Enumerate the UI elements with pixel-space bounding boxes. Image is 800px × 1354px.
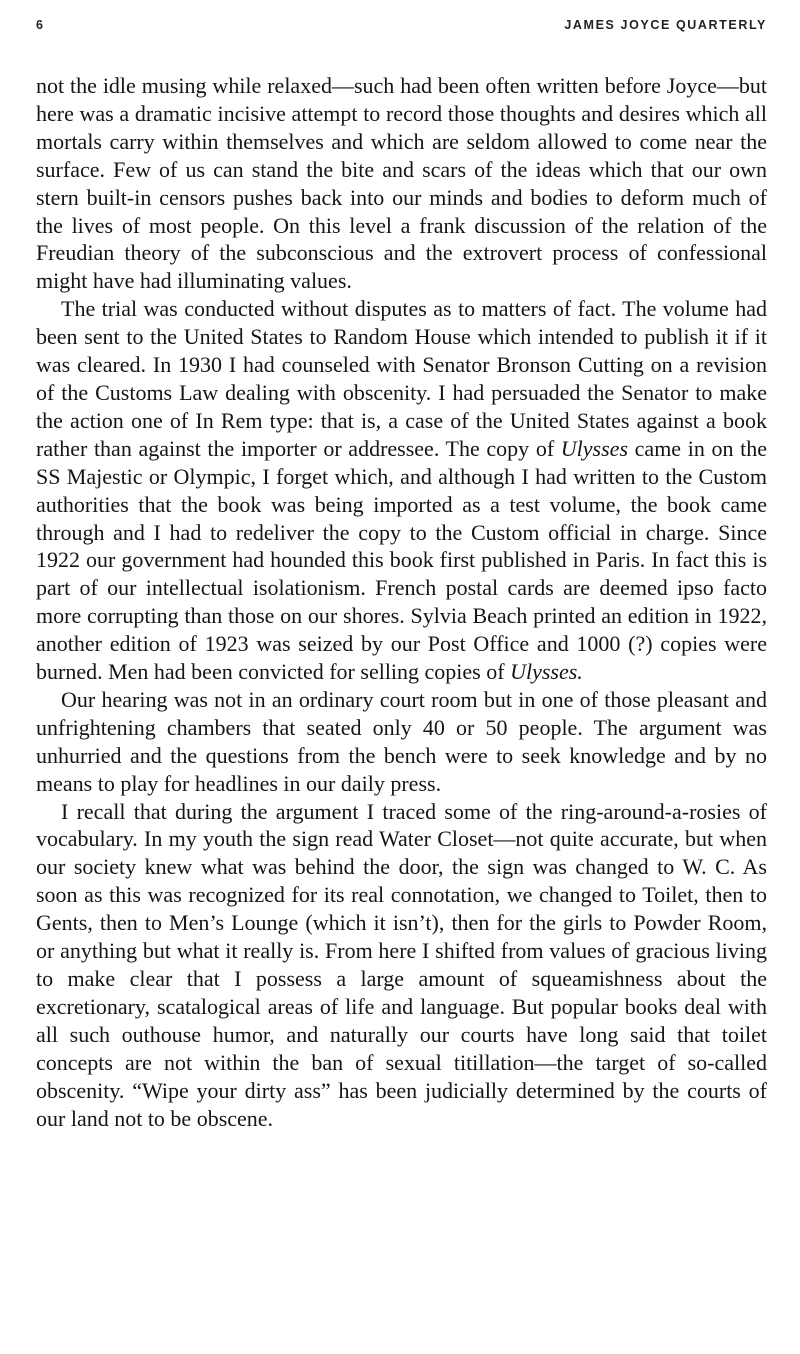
article-body — [36, 72, 767, 1132]
paragraph-1-text: not the idle musing while relaxed—such had been often written before Joyce—but here was a dramatic incisive attempt to record those thoughts and desires which all mortals carry within themselves and which are seldom allowed to come near the surface. Few of us can stand the bite and scars of the ideas which that our own stern built-in censors pushes back into our minds and bodies to deform much of the lives of most people. On this level a frank discussion of the relation of the Freudian theory of the subconscious and the extrovert process of confessional might have had illuminating values. — [36, 73, 767, 294]
paragraph-4-text: I recall that during the argument I traced some of the ring-around-a-rosies of vocabulary. In my youth the sign read Water Closet—not quite accurate, but when our society knew what was behind the door, the sign was changed to W. C. As soon as this was recognized for its real connotation, we changed to Toilet, then to Gents, then to Men’s Lounge (which it isn’t), then for the girls to Powder Room, or anything but what it really is. From here I shifted from values of gracious living to make clear that I possess a large amount of squeamishness about the excretionary, scatalogical areas of life and language. But popular books deal with all such outhouse humor, and naturally our courts have long said that toilet concepts are not within the ban of sexual titillation—the target of so-called obscenity. “Wipe your dirty ass” has been judicially determined by the courts of our land not to be obscene. — [36, 798, 767, 1131]
running-head — [36, 18, 767, 48]
paragraph-2 — [36, 295, 767, 686]
paragraph-3 — [36, 686, 767, 798]
page-number: 6 — [36, 18, 43, 32]
paragraph-1 — [36, 72, 767, 295]
ulysses-title-italic: Ulysses — [560, 435, 629, 461]
paragraph-3-text: Our hearing was not in an ordinary court room but in one of those pleasant and unfrightening chambers that seated only 40 or 50 people. The argument was unhurried and the questions from the bench were to seek knowledge and by no means to play for headlines in our daily press. — [36, 686, 767, 796]
paragraph-4 — [36, 798, 767, 1133]
paragraph-2-text-a: The trial was conducted without disputes as to matters of fact. The volume had been sent to the United States to Random House which intended to publish it if it was cleared. In 1930 I had counseled with Senator Bronson Cutting on a revision of the Customs Law dealing with obscenity. I had persuaded the Senator to make the action one of In Rem type: that is, a case of the United States against a book rather than against the importer or addressee. The copy of — [36, 296, 767, 461]
journal-title: JAMES JOYCE QUARTERLY — [564, 18, 767, 32]
paragraph-2-text-b: came in on the SS Majestic or Olympic, I forget which, and although I had written to the Custom authorities that the book was being imported as a test volume, the book came through and I had to redeliver the copy to the Custom official in charge. Since 1922 our government had hounded this book first published in Paris. In fact this is part of our intellectual isolationism. French postal cards are deemed ipso facto more corrupting than those on our shores. Sylvia Beach printed an edition in 1922, another edition of 1923 was seized by our Post Office and 1000 (?) copies were burned. Men had been convicted for selling copies of — [36, 435, 767, 685]
ulysses-title-italic: Ulysses. — [510, 659, 583, 685]
